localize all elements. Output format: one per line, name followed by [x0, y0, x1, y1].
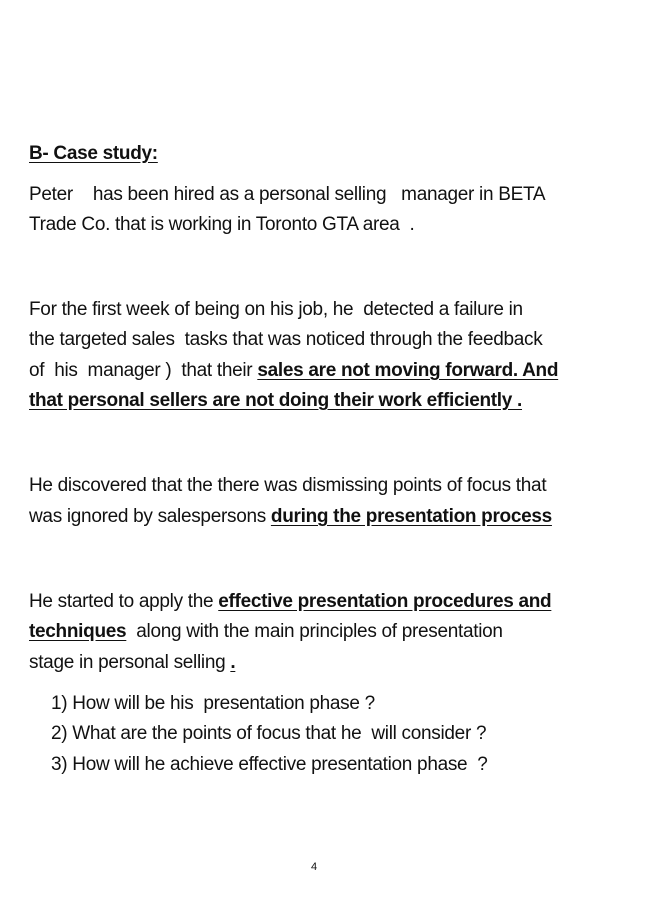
paragraph-4-line-1 — [29, 590, 551, 614]
paragraph-4-emphasis-1: effective presentation procedures and — [218, 591, 552, 612]
paragraph-4-emphasis-3: . — [230, 652, 236, 673]
question-2: 2) What are the points of focus that he will consider ? — [51, 723, 487, 744]
paragraph-2-line-1: For the first week of being on his job, he detected a failure in — [29, 299, 523, 320]
paragraph-3-line-2-text: was ignored by salespersons — [29, 506, 271, 527]
paragraph-3-line-1: He discovered that the there was dismissing points of focus that — [29, 475, 547, 496]
paragraph-2-line-4: that personal sellers are not doing their work efficiently . — [29, 390, 523, 411]
question-1: 1) How will be his presentation phase ? — [51, 693, 375, 714]
paragraph-2-line-2: the targeted sales tasks that was noticed through the feedback — [29, 329, 543, 350]
paragraph-4-line-2 — [29, 620, 503, 644]
paragraph-4-line-1-text: He started to apply the — [29, 591, 219, 612]
question-3: 3) How will he achieve effective presentation phase ? — [51, 754, 488, 775]
paragraph-4-line-3-text: stage in personal selling — [29, 652, 231, 673]
paragraph-1-line-1: Peter has been hired as a personal selling manager in BETA — [29, 184, 546, 205]
paragraph-2-line-3-text: of his manager ) that their — [29, 360, 258, 381]
paragraph-3-line-2 — [29, 505, 552, 529]
paragraph-4-emphasis-2: techniques — [29, 621, 127, 642]
section-heading: B- Case study: — [29, 143, 158, 164]
paragraph-1-line-2: Trade Co. that is working in Toronto GTA area . — [29, 214, 415, 235]
page-number: 4 — [311, 861, 318, 873]
paragraph-2-line-3 — [29, 359, 558, 383]
paragraph-4-line-2-text: along with the main principles of presentation — [126, 621, 503, 642]
paragraph-4-line-3 — [29, 651, 235, 675]
paragraph-3-emphasis: during the presentation process — [270, 506, 552, 527]
paragraph-2-emphasis: sales are not moving forward. And — [257, 360, 559, 381]
